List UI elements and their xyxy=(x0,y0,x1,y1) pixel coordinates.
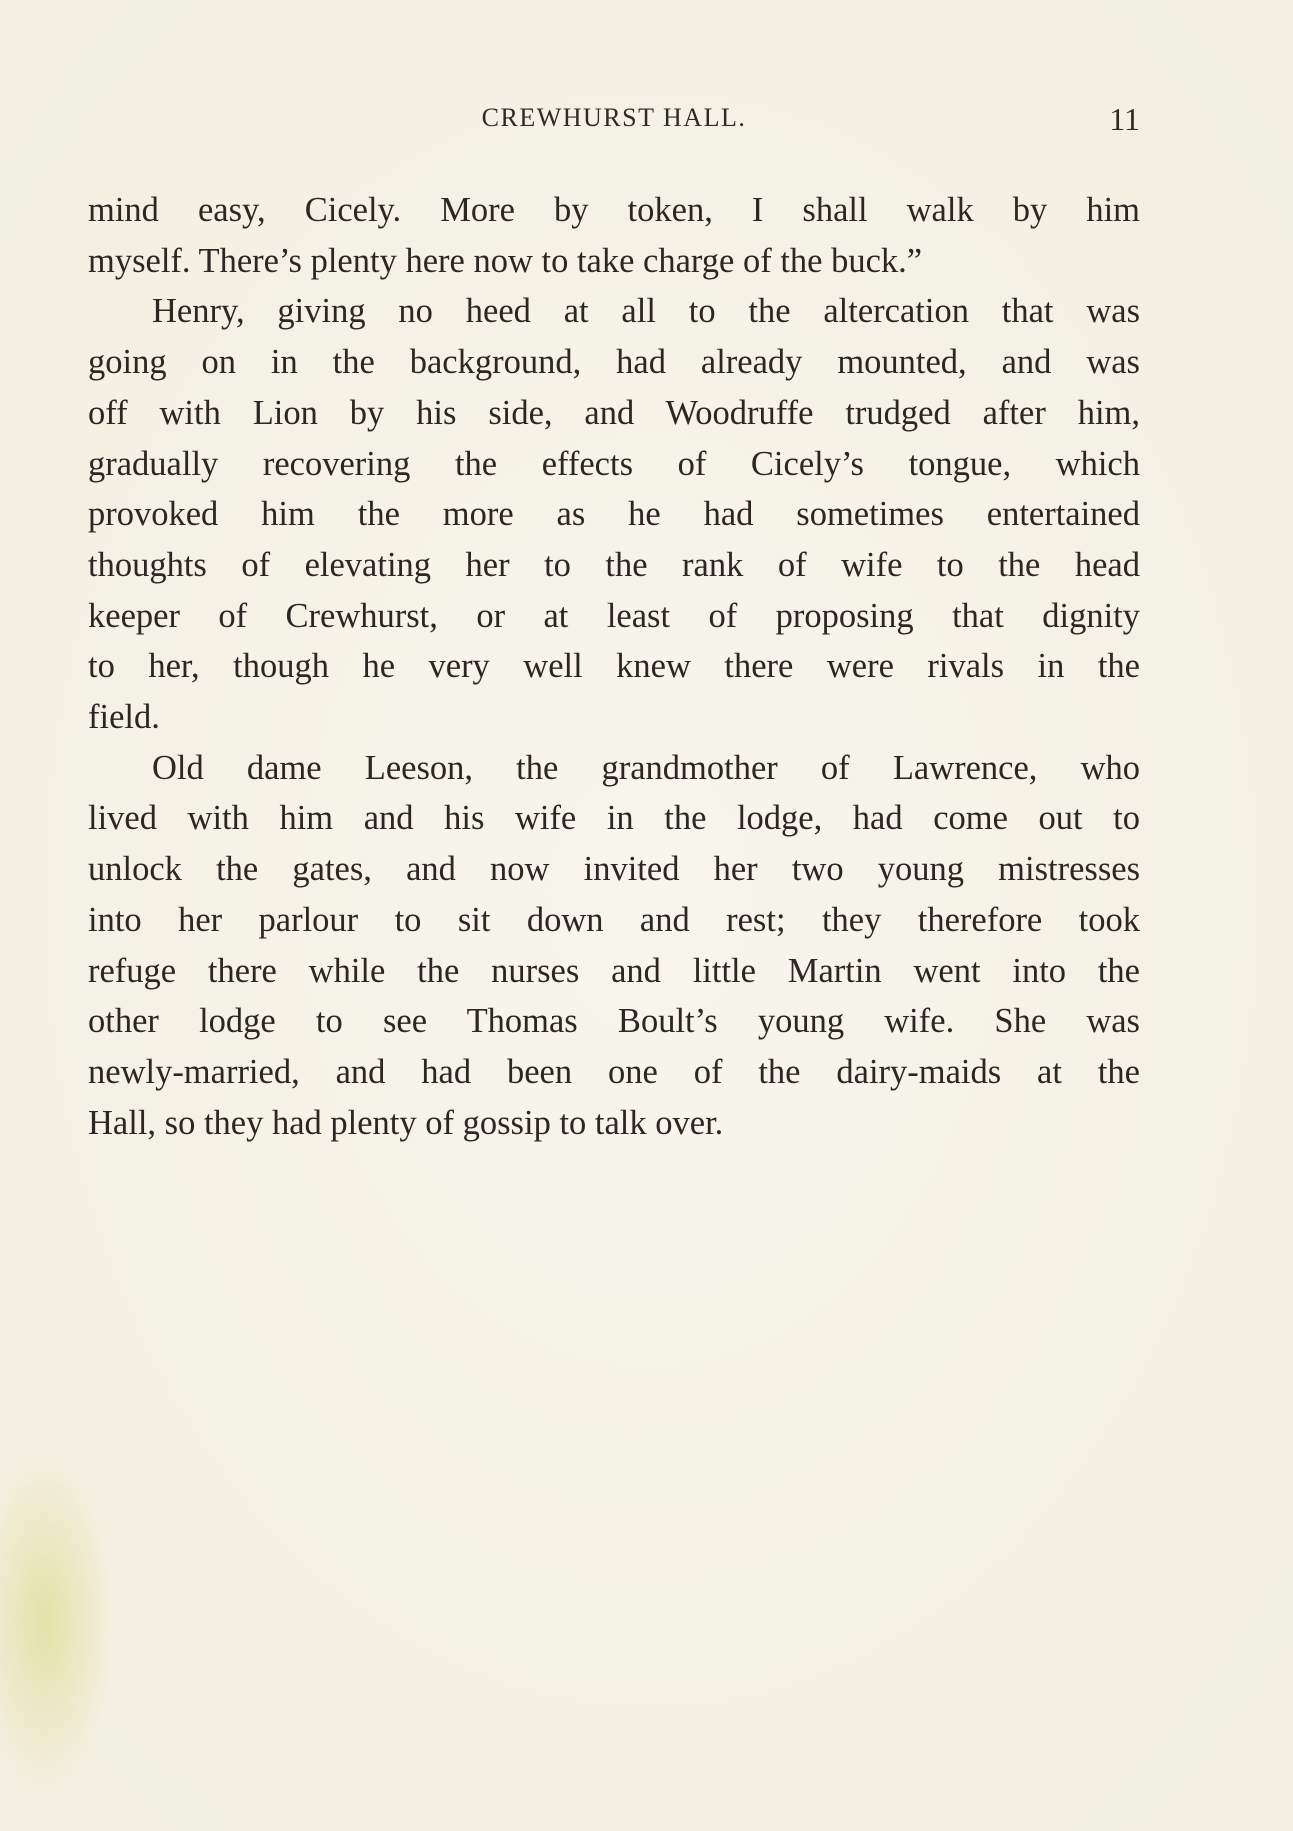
text-line: newly-married, and had been one of the dairy-maids at the xyxy=(88,1052,1140,1091)
text-line: unlock the gates, and now invited her two young mistresses xyxy=(88,850,1140,889)
text-line: refuge there while the nurses and little Martin went into the xyxy=(88,951,1140,990)
text-line: into her parlour to sit down and rest; they therefore took xyxy=(88,900,1140,939)
paragraph-henry xyxy=(88,286,1140,742)
text-line: mind easy, Cicely. More by token, I shall walk by him xyxy=(88,191,1140,229)
page-number: 11 xyxy=(1109,101,1140,137)
paragraph-continued xyxy=(88,185,1140,286)
text-line: gradually recovering the effects of Cicely’s tongue, which xyxy=(88,444,1140,483)
running-title: CREWHURST HALL. xyxy=(481,103,747,132)
text-line: Hall, so they had plenty of gossip to talk over. xyxy=(88,1103,724,1142)
text-line: thoughts of elevating her to the rank of wife to the head xyxy=(88,545,1140,584)
paragraph-dame-leeson xyxy=(88,743,1140,1149)
text-line: myself. There’s plenty here now to take charge of the buck.” xyxy=(88,241,923,280)
text-line: off with Lion by his side, and Woodruffe trudged after him, xyxy=(88,393,1140,432)
text-line: lived with him and his wife in the lodge, had come out to xyxy=(88,799,1140,838)
text-line: going on in the background, had already mounted, and was xyxy=(88,343,1140,382)
text-line: Henry, giving no heed at all to the altercation that was xyxy=(152,292,1140,331)
text-line: Old dame Leeson, the grandmother of Lawrence, who xyxy=(152,748,1140,787)
body-text xyxy=(88,185,1140,1148)
text-line: field. xyxy=(88,698,160,737)
text-line: other lodge to see Thomas Boult’s young wife. She was xyxy=(88,1002,1140,1041)
text-line: to her, though he very well knew there were rivals in the xyxy=(88,647,1140,686)
running-head xyxy=(88,103,1140,143)
text-line: keeper of Crewhurst, or at least of proposing that dignity xyxy=(88,596,1140,635)
text-line: provoked him the more as he had sometimes entertained xyxy=(88,495,1140,534)
